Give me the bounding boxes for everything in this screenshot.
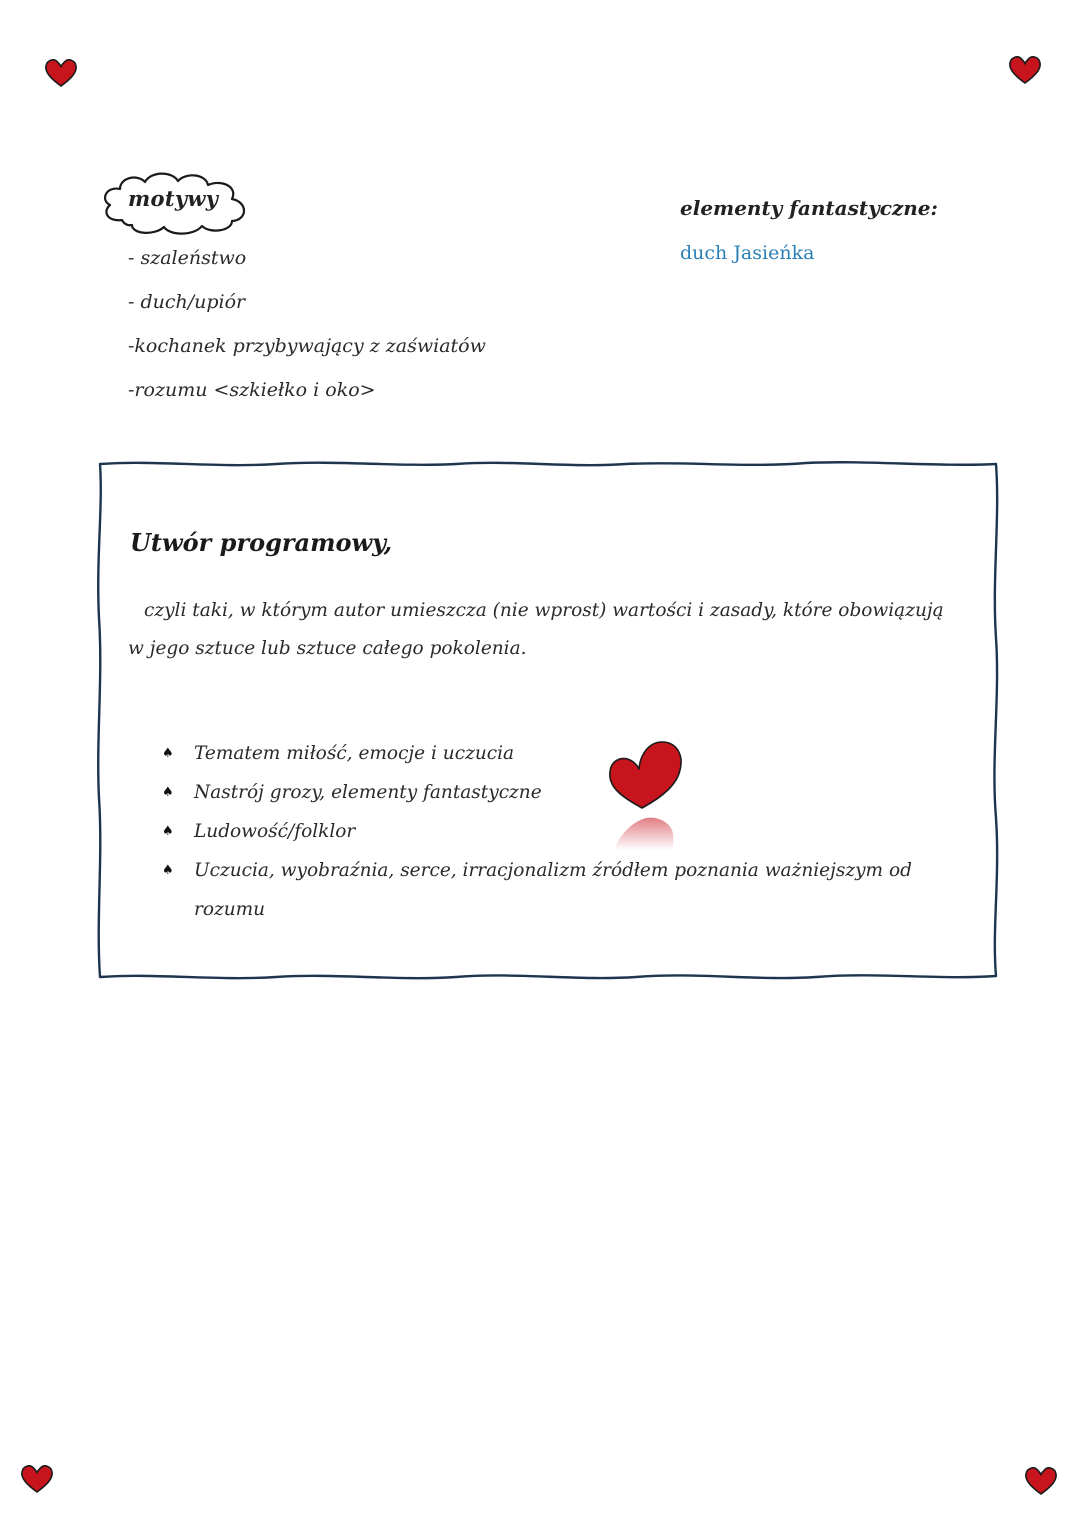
corner-heart-icon-bottom-left bbox=[20, 1464, 54, 1494]
feature-item-text: Tematem miłość, emocje i uczucia bbox=[194, 743, 515, 764]
corner-heart-icon-top-right bbox=[1008, 55, 1042, 85]
heart-with-reflection-icon bbox=[606, 738, 686, 856]
feature-item-text: Nastrój grozy, elementy fantastyczne bbox=[194, 782, 542, 803]
spade-bullet-icon: ♠ bbox=[162, 746, 174, 761]
feature-item bbox=[160, 773, 920, 812]
feature-item bbox=[160, 734, 920, 773]
feature-item bbox=[160, 812, 920, 851]
motif-item: -rozumu <szkiełko i oko> bbox=[128, 379, 376, 401]
corner-heart-icon-bottom-right bbox=[1024, 1466, 1058, 1496]
fantastic-elements-heading: elementy fantastyczne: bbox=[680, 196, 938, 220]
program-work-title: Utwór programowy, bbox=[130, 528, 393, 557]
motifs-heading: motywy bbox=[128, 186, 219, 211]
spade-bullet-icon: ♠ bbox=[162, 824, 174, 839]
motifs-heading-cloud bbox=[98, 168, 253, 236]
corner-heart-icon-top-left bbox=[44, 58, 78, 88]
spade-bullet-icon: ♠ bbox=[162, 863, 174, 878]
motif-item: - duch/upiór bbox=[128, 291, 246, 313]
spade-bullet-icon: ♠ bbox=[162, 785, 174, 800]
feature-item bbox=[160, 851, 920, 929]
fantastic-element-item: duch Jasieńka bbox=[680, 242, 815, 264]
program-features-list bbox=[160, 734, 920, 929]
motif-item: -kochanek przybywający z zaświatów bbox=[128, 335, 486, 357]
motifs-list bbox=[128, 244, 486, 420]
motif-item: - szaleństwo bbox=[128, 247, 247, 269]
feature-item-text: Uczucia, wyobraźnia, serce, irracjonalizm źródłem poznania ważniejszym od rozumu bbox=[194, 860, 912, 920]
program-work-definition: czyli taki, w którym autor umieszcza (nie wprost) wartości i zasady, które obowiązują w jego sztuce lub sztuce całego pokolenia. bbox=[128, 600, 944, 659]
feature-item-text: Ludowość/folklor bbox=[194, 821, 356, 842]
